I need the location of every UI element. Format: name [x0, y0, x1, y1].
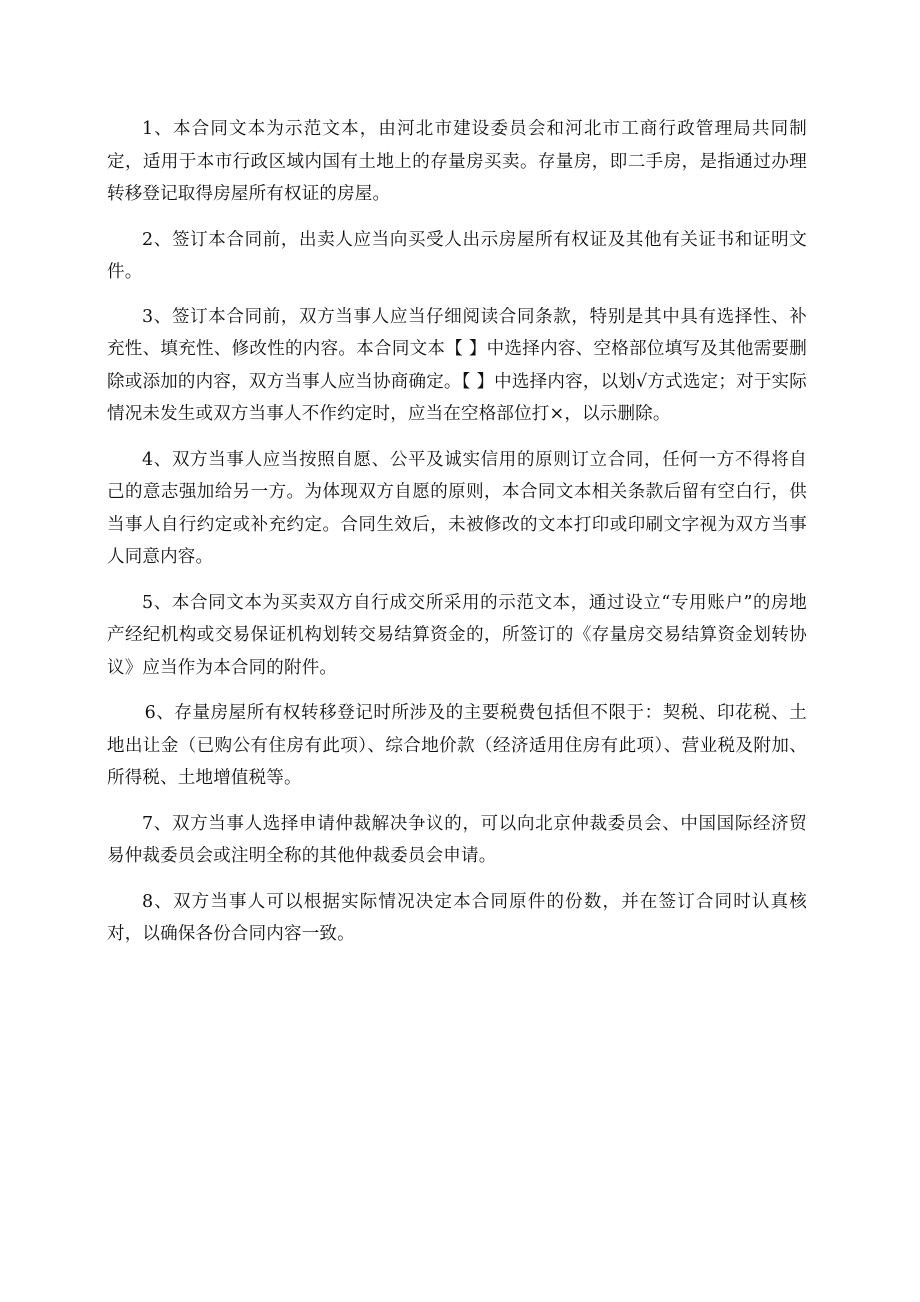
paragraph-5: 5、本合同文本为买卖双方自行成交所采用的示范文本，通过设立“专用账户”的房地产经纪机构或交易保证机构划转交易结算资金的，所签订的《存量房交易结算资金划转协议》应当作为本合同的附件。 — [107, 592, 807, 678]
paragraph-6: 6、存量房屋所有权转移登记时所涉及的主要税费包括但不限于：契税、印花税、土地出让金（已购公有住房有此项）、综合地价款（经济适用住房有此项）、营业税及附加、所得税、土地增值税等。 — [107, 703, 807, 788]
document-body — [107, 113, 807, 964]
paragraph-3: 3、签订本合同前，双方当事人应当仔细阅读合同条款，特别是其中具有选择性、补充性、填充性、修改性的内容。本合同文本【 】中选择内容、空格部位填写及其他需要删除或添加的内容，双方当事人应当协商确定。【 】中选择内容，以划√方式选定；对于实际情况未发生或双方当事人不作约定时，应当在空格部位打×，以示删除。 — [107, 306, 807, 424]
paragraph-8: 8、双方当事人可以根据实际情况决定本合同原件的份数，并在签订合同时认真核对，以确保各份合同内容一致。 — [107, 891, 807, 944]
paragraph-1: 1、本合同文本为示范文本，由河北市建设委员会和河北市工商行政管理局共同制定，适用于本市行政区域内国有土地上的存量房买卖。存量房，即二手房，是指通过办理转移登记取得房屋所有权证的房屋。 — [107, 119, 807, 204]
paragraph-2: 2、签订本合同前，出卖人应当向买受人出示房屋所有权证及其他有关证书和证明文件。 — [107, 229, 807, 282]
paragraph-4: 4、双方当事人应当按照自愿、公平及诚实信用的原则订立合同，任何一方不得将自己的意志强加给另一方。为体现双方自愿的原则，本合同文本相关条款后留有空白行，供当事人自行约定或补充约定。合同生效后，未被修改的文本打印或印刷文字视为双方当事人同意内容。 — [107, 449, 807, 567]
paragraph-7: 7、双方当事人选择申请仲裁解决争议的，可以向北京仲裁委员会、中国国际经济贸易仲裁委员会或注明全称的其他仲裁委员会申请。 — [107, 813, 807, 866]
